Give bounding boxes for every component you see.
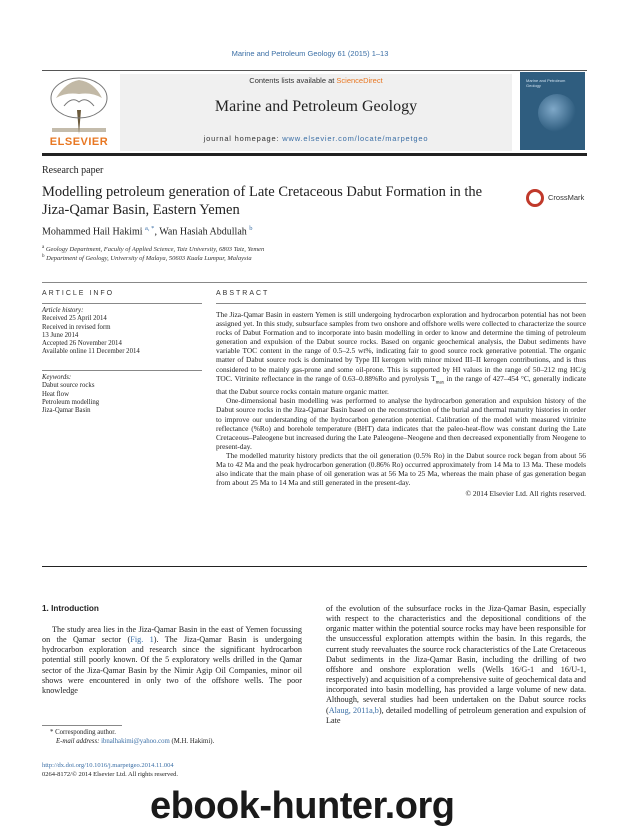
divider <box>42 303 202 304</box>
abstract-heading: ABSTRACT <box>216 290 270 297</box>
email-link[interactable]: ibnalhakimi@yahoo.com <box>101 738 170 745</box>
keywords: Keywords: Dabut source rocks Heat flow Petroleum modelling Jiza-Qamar Basin <box>42 374 100 415</box>
divider <box>42 370 202 371</box>
author-affiliation-mark[interactable]: b <box>249 225 253 232</box>
body-paragraph: The study area lies in the Jiza-Qamar Basin in the east of Yemen focussing on the Qamar sector (Fig. 1). The Jiza-Qamar Basin is undergoing hydrocarbon exploration and research since the significant hydrocarbon potential still poorly known. Of the 5 exploratory wells drilled in the Qamar sector of the Jiza-Qamar Basin by the Nimir Agip Oil Companies, minor oil shows were encountered in only two of the offshore wells. The poor knowledge <box>42 625 302 695</box>
author-name[interactable]: Mohammed Hail Hakimi <box>42 226 143 238</box>
section-heading: 1. Introduction <box>42 604 99 613</box>
doi-link[interactable]: http://dx.doi.org/10.1016/j.marpetgeo.2014.11.004 <box>42 762 174 769</box>
watermark: ebook-hunter.org <box>150 785 455 827</box>
abstract-paragraph: The modelled maturity history predicts that the oil generation (0.5% Ro) in the Dabut source rock began from about 56 Ma to 42 Ma and the peak hydrocarbon generation (0.86% Ro) occurred approximately from 14 Ma to 13 Ma. These models also indicate that the main phase of oil generation was at 56 Ma to 25 Ma, whereas the main phase of gas generation began from about 25 Ma to 14 Ma and still generated in the present-day. <box>216 450 586 488</box>
copyright: © 2014 Elsevier Ltd. All rights reserved. <box>465 489 586 499</box>
cover-title: Marine and Petroleum Geology <box>526 78 566 88</box>
citation-link[interactable]: Alaug, 2011a,b <box>328 705 379 715</box>
header-divider-top <box>42 70 587 71</box>
publisher-logo-text: ELSEVIER <box>49 136 109 148</box>
corresponding-author-note: * Corresponding author. <box>50 729 116 736</box>
email-line: E-mail address: ibnalhakimi@yahoo.com (M.H. Hakimi). <box>56 738 215 745</box>
body-right-column <box>326 604 586 726</box>
article-info-heading: ARTICLE INFO <box>42 290 115 297</box>
divider <box>42 566 587 567</box>
author-list: Mohammed Hail Hakimi $^{a, *}$, Wan Hasiah Abdullah $^b$ <box>42 225 253 238</box>
abstract-paragraph: One-dimensional basin modelling was performed to analyse the hydrocarbon generation and expulsion history of the Dabut source rocks in the Jiza-Qamar Basin based on the reconstruction of the burial and thermal maturity histories in order to improve our understanding of the hydrocarbon generation potential. Calibration of the model with measured vitrinite reflectance (%Ro) and borehole temperature (BHT) data indicates that the paleo-heat-flow was constant during the Late Cretaceous–Paleogene but increased during the Late Paleogene–Neogene and then decreased exponentially from Neogene to present-day. <box>216 396 586 451</box>
affiliation: $^a$ Geology Department, Faculty of Applied Science, Taiz University, 6803 Taiz, Yemen <box>42 245 265 254</box>
rights-line: 0264-8172/© 2014 Elsevier Ltd. All rights reserved. <box>42 770 178 778</box>
divider <box>42 282 587 283</box>
footnote-divider <box>42 725 122 726</box>
abstract-body <box>216 310 586 498</box>
contents-line: Contents lists available at ScienceDirect <box>249 76 383 85</box>
sciencedirect-link[interactable]: ScienceDirect <box>336 76 383 85</box>
journal-citation[interactable]: Marine and Petroleum Geology 61 (2015) 1–13 <box>231 49 389 58</box>
journal-homepage: journal homepage: www.elsevier.com/locate/marpetgeo <box>203 134 429 143</box>
body-paragraph: of the evolution of the subsurface rocks in the Jiza-Qamar Basin, especially with respect to the characteristics and the depositional conditions of the organic matter within the potential source rocks may have been responsible for the unsuccessful exploration attempts within the basin. In this regards, the current study reevaluates the source rock characteristics of the Late Cretaceous Dabut sediments in the Jiza-Qamar Basin, including the drilling of two offshore and onshore exploration wells (Wells 16/G-1 and 16/U-1, respectively) and acquisition of a comprehensive suite of geochemical data and incorporated into basin modelling, has provided a large volume of new data. Although, several studies had been undertaken on the Dabut source rocks (Alaug, 2011a,b), detailed modelling of petroleum generation and expulsion of Late <box>326 604 586 725</box>
article-history: Article history: Received 25 April 2014 Received in revised form 13 June 2014 Accepted 26 November 2014 Available online 11 December 2014 <box>42 307 140 356</box>
article-type: Research paper <box>42 165 104 176</box>
doi-block <box>42 762 178 779</box>
cover-image <box>538 94 576 132</box>
homepage-link[interactable]: www.elsevier.com/locate/marpetgeo <box>282 134 429 143</box>
body-left-column <box>42 625 302 696</box>
abstract-paragraph: The Jiza-Qamar Basin in eastern Yemen is still undergoing hydrocarbon exploration and hydrocarbon potential has not been assigned yet. In this study, subsurface samples from two onshore and offshore wells were collected to characterize the source rocks of Dabut Formation and to incorporate into basin modelling in order to know and determine the timing of petroleum generation and expulsion of the Dabut source rocks. Based on organic geochemical analysis, the Dabut sediments have variable TOC content in the range of 0.5–2.5 wt%, indicating fair to good source rock generative potential. The organic matter of Dabut source rock is dominated by Type III kerogen with minor mixed III–II kerogen contributions, and is thus considered to be mainly gas-prone and some oil-prone. This is supported by HI values in the range of 50–212 mg HC/g TOC. Vitrinite reflectance in the range of 0.63–0.88%Ro and pyrolysis $T_{max}$ in the range of 427–454 °C, generally indicate that the Dabut source rocks contain mature organic matter. <box>216 310 586 397</box>
divider <box>216 303 586 304</box>
crossmark-label: CrossMark <box>548 193 585 202</box>
author-affiliation-mark[interactable]: a, * <box>145 225 155 232</box>
crossmark-icon <box>526 189 544 207</box>
article-title: Modelling petroleum generation of Late Cretaceous Dabut Formation in the Jiza-Qamar Basin, Eastern Yemen <box>42 184 483 218</box>
journal-cover-thumbnail <box>520 72 585 150</box>
journal-title: Marine and Petroleum Geology <box>214 98 418 115</box>
affiliation: $^b$ Department of Geology, University of Malaya, 50603 Kuala Lumpur, Malaysia <box>42 254 252 263</box>
figure-link[interactable]: Fig. 1 <box>130 635 154 645</box>
header-divider-bottom <box>42 153 587 156</box>
author-name[interactable]: Wan Hasiah Abdullah <box>159 226 247 238</box>
